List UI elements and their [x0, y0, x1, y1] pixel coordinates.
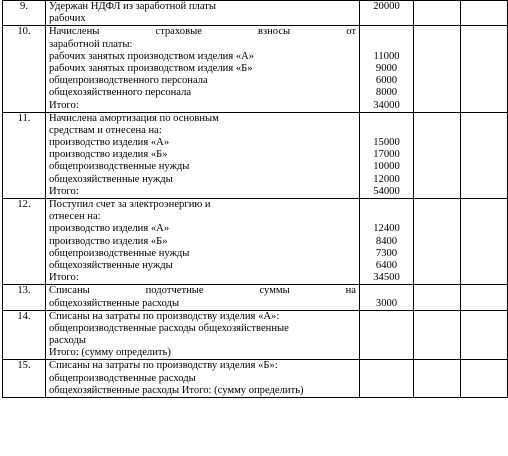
table-row: [3, 1, 508, 26]
description-line: Списаны на затраты по производству изделия «А»:: [49, 310, 280, 322]
description-line: расходы: [49, 335, 86, 347]
operation-description: [46, 360, 360, 398]
description-line: Итого:: [49, 99, 79, 111]
table-row: [3, 199, 508, 285]
description-line: производство изделия «А»: [49, 137, 170, 149]
empty-cell: [414, 360, 461, 398]
description-line: заработной платы:: [49, 38, 133, 50]
description-line: Списаны на затраты по производству изделия «Б»:: [49, 360, 278, 372]
empty-cell: [461, 199, 508, 285]
amount-cell: [360, 112, 414, 198]
description-line: общепроизводственные нужды: [49, 247, 190, 259]
amount-cell: [360, 360, 414, 398]
word: на: [345, 285, 356, 297]
row-number: 15.: [3, 360, 46, 398]
description-heading: [49, 285, 356, 297]
description-line: общепроизводственные нужды: [49, 161, 190, 173]
operation-description: [46, 285, 360, 310]
operation-description: [46, 310, 360, 360]
row-number: 13.: [3, 285, 46, 310]
description-line: производство изделия «А»: [49, 223, 170, 235]
word: страховые: [155, 26, 202, 38]
description-line: отнесен на:: [49, 211, 101, 223]
description-line: средствам и отнесена на:: [49, 124, 162, 136]
description-line: производство изделия «Б»: [49, 149, 168, 161]
description-line: общехозяйственного персонала: [49, 87, 192, 99]
table-row: [3, 112, 508, 198]
description-line: рабочих занятых производством изделия «А»: [49, 50, 255, 62]
table-row: [3, 310, 508, 360]
amount-value: 3000: [375, 297, 398, 309]
amount-value: 15000: [373, 137, 400, 149]
amount-value: 34500: [373, 272, 400, 284]
row-number: 12.: [3, 199, 46, 285]
amount-value: 12400: [373, 223, 400, 235]
word: от: [346, 26, 356, 38]
row-number: 14.: [3, 310, 46, 360]
table-row: [3, 26, 508, 112]
operation-description: [46, 199, 360, 285]
description-line: общехозяйственные расходы: [49, 297, 180, 309]
word: взносы: [257, 26, 291, 38]
operation-description: [46, 112, 360, 198]
description-line: производство изделия «Б»: [49, 235, 168, 247]
operation-description: [46, 26, 360, 112]
empty-cell: [414, 1, 461, 26]
word: Списаны: [49, 285, 90, 297]
row-number: 9.: [3, 1, 46, 26]
empty-cell: [461, 26, 508, 112]
amount-value: 9000: [375, 62, 398, 74]
empty-cell: [414, 310, 461, 360]
empty-cell: [461, 1, 508, 26]
description-line: общехозяйственные расходы Итого: (сумму определить): [49, 384, 304, 396]
word: подотчетные: [145, 285, 204, 297]
amount-value: 12000: [373, 173, 400, 185]
description-line: общехозяйственные нужды: [49, 259, 173, 271]
empty-cell: [461, 112, 508, 198]
description-line: рабочих занятых производством изделия «Б»: [49, 62, 253, 74]
description-line: общехозяйственные нужды: [49, 173, 173, 185]
description-line: Удержан НДФЛ из заработной платы: [49, 1, 217, 12]
amount-value: 20000: [373, 1, 400, 12]
amount-value: 34000: [373, 99, 400, 111]
description-heading: [49, 26, 356, 38]
amount-value: 6400: [375, 259, 398, 271]
empty-cell: [414, 112, 461, 198]
amount-cell: [360, 285, 414, 310]
empty-cell: [414, 285, 461, 310]
amount-cell: [360, 310, 414, 360]
amount-value: 11000: [373, 50, 400, 62]
row-number: 11.: [3, 112, 46, 198]
description-line: Итого:: [49, 185, 79, 197]
empty-cell: [461, 285, 508, 310]
amount-cell: [360, 1, 414, 26]
amount-value: 54000: [373, 185, 400, 197]
description-line: общепроизводственные расходы общехозяйственные: [49, 322, 289, 334]
amount-value: 8000: [375, 87, 398, 99]
description-line: общепроизводственного персонала: [49, 75, 208, 87]
description-line: рабочих: [49, 13, 86, 25]
amount-value: 10000: [373, 161, 400, 173]
table-row: [3, 360, 508, 398]
empty-cell: [461, 360, 508, 398]
description-line: Итого:: [49, 272, 79, 284]
table-row: [3, 285, 508, 310]
empty-cell: [414, 26, 461, 112]
description-line: общепроизводственные расходы: [49, 372, 196, 384]
amount-cell: [360, 26, 414, 112]
amount-value: 6000: [375, 75, 398, 87]
word: суммы: [259, 285, 290, 297]
empty-cell: [414, 199, 461, 285]
transactions-table: [2, 0, 508, 398]
description-line: Итого: (сумму определить): [49, 347, 171, 359]
amount-value: 17000: [373, 149, 400, 161]
description-line: Поступил счет за электроэнергию и: [49, 199, 211, 210]
amount-cell: [360, 199, 414, 285]
description-line: Начислена амортизация по основным: [49, 112, 219, 124]
operation-description: [46, 1, 360, 26]
row-number: 10.: [3, 26, 46, 112]
empty-cell: [461, 310, 508, 360]
amount-value: 7300: [375, 247, 398, 259]
amount-value: 8400: [375, 235, 398, 247]
word: Начислены: [49, 26, 100, 38]
